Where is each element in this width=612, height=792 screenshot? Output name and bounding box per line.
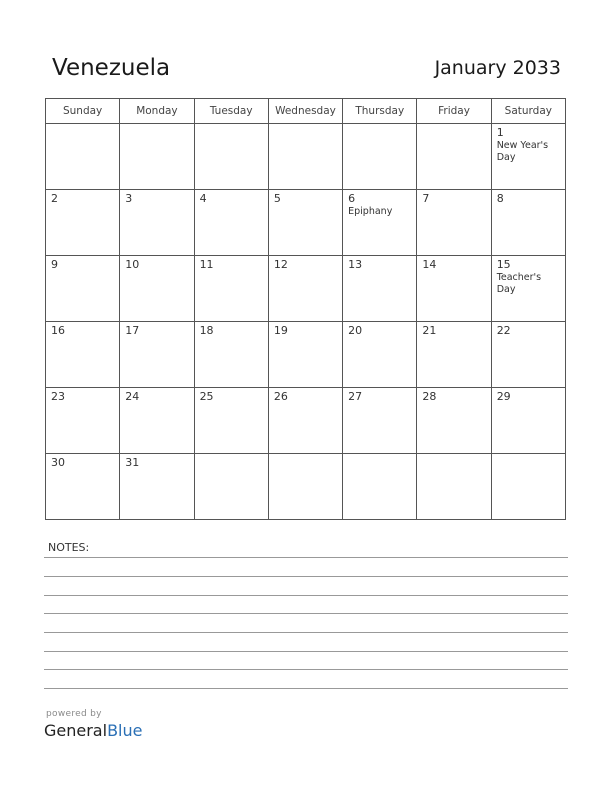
day-number: 14 — [422, 258, 437, 271]
month-year-title: January 2033 — [434, 57, 561, 79]
day-cell — [120, 256, 194, 322]
powered-by-text: powered by — [46, 709, 102, 719]
day-cell — [268, 256, 342, 322]
day-cell — [343, 322, 417, 388]
day-number: 18 — [199, 324, 214, 337]
holiday-label: New Year's Day — [496, 140, 549, 163]
day-cell — [194, 454, 268, 520]
day-number: 21 — [422, 324, 437, 337]
day-cell — [120, 190, 194, 256]
day-cell — [194, 256, 268, 322]
week-row — [46, 388, 566, 454]
day-cell — [491, 124, 565, 190]
day-cell — [46, 322, 120, 388]
day-cell — [194, 322, 268, 388]
day-number: 15 — [496, 258, 511, 271]
day-number: 11 — [199, 258, 214, 271]
day-number: 28 — [422, 390, 437, 403]
day-number: 2 — [51, 192, 58, 205]
day-number: 9 — [51, 258, 58, 271]
day-cell — [194, 190, 268, 256]
brand-general: General — [44, 721, 108, 740]
day-cell — [491, 454, 565, 520]
day-number: 26 — [273, 390, 288, 403]
week-row — [46, 454, 566, 520]
week-row — [46, 322, 566, 388]
weekday-sunday: Sunday — [46, 99, 120, 124]
day-cell — [268, 388, 342, 454]
day-number: 10 — [125, 258, 140, 271]
day-number: 31 — [125, 456, 140, 469]
day-cell — [343, 190, 417, 256]
day-number: 12 — [273, 258, 288, 271]
day-number: 25 — [199, 390, 214, 403]
week-row — [46, 124, 566, 190]
day-cell — [343, 388, 417, 454]
note-line — [44, 576, 568, 577]
day-cell — [46, 454, 120, 520]
weekday-tuesday: Tuesday — [194, 99, 268, 124]
day-number: 20 — [348, 324, 363, 337]
day-cell — [343, 256, 417, 322]
day-number: 1 — [496, 126, 504, 139]
note-line — [44, 632, 568, 633]
calendar-grid — [45, 98, 566, 520]
weekday-thursday: Thursday — [343, 99, 417, 124]
note-line — [44, 669, 568, 670]
day-number: 13 — [348, 258, 363, 271]
note-line — [44, 557, 568, 558]
day-cell — [268, 190, 342, 256]
day-number: 8 — [496, 192, 504, 205]
day-number: 29 — [496, 390, 511, 403]
day-number: 24 — [125, 390, 140, 403]
day-cell — [120, 454, 194, 520]
day-cell — [120, 322, 194, 388]
weekday-saturday: Saturday — [491, 99, 565, 124]
day-number: 7 — [422, 192, 430, 205]
day-cell — [491, 322, 565, 388]
day-cell — [194, 388, 268, 454]
day-number: 3 — [125, 192, 133, 205]
day-number: 4 — [199, 192, 207, 205]
day-cell — [417, 256, 491, 322]
day-cell — [194, 124, 268, 190]
weekday-friday: Friday — [417, 99, 491, 124]
weekday-wednesday: Wednesday — [268, 99, 342, 124]
holiday-label: Teacher's Day — [496, 272, 542, 295]
weekday-header-row — [46, 99, 566, 124]
week-row — [46, 256, 566, 322]
day-cell — [268, 124, 342, 190]
day-cell — [417, 190, 491, 256]
day-number: 6 — [348, 192, 356, 205]
day-cell — [46, 190, 120, 256]
day-number: 27 — [348, 390, 363, 403]
day-cell — [120, 388, 194, 454]
day-cell — [46, 388, 120, 454]
brand-blue: Blue — [107, 721, 143, 740]
day-cell — [417, 322, 491, 388]
week-row — [46, 190, 566, 256]
day-number: 30 — [51, 456, 65, 469]
day-cell — [268, 322, 342, 388]
day-number: 23 — [51, 390, 65, 403]
day-number: 22 — [496, 324, 511, 337]
holiday-label: Epiphany — [348, 206, 393, 217]
day-cell — [417, 388, 491, 454]
day-cell — [120, 124, 194, 190]
day-cell — [268, 454, 342, 520]
day-number: 17 — [125, 324, 140, 337]
day-cell — [46, 124, 120, 190]
notes-label: NOTES: — [48, 541, 90, 554]
note-line — [44, 688, 568, 689]
day-cell — [491, 190, 565, 256]
day-number: 19 — [273, 324, 288, 337]
day-cell — [491, 256, 565, 322]
day-number: 16 — [51, 324, 65, 337]
brand-logo[interactable] — [44, 721, 142, 740]
day-cell — [46, 256, 120, 322]
day-cell — [343, 454, 417, 520]
day-cell — [343, 124, 417, 190]
day-cell — [417, 124, 491, 190]
note-line — [44, 595, 568, 596]
weekday-monday: Monday — [120, 99, 194, 124]
day-cell — [491, 388, 565, 454]
note-line — [44, 651, 568, 652]
country-title: Venezuela — [52, 55, 171, 81]
day-number: 5 — [273, 192, 281, 205]
day-cell — [417, 454, 491, 520]
note-line — [44, 613, 568, 614]
